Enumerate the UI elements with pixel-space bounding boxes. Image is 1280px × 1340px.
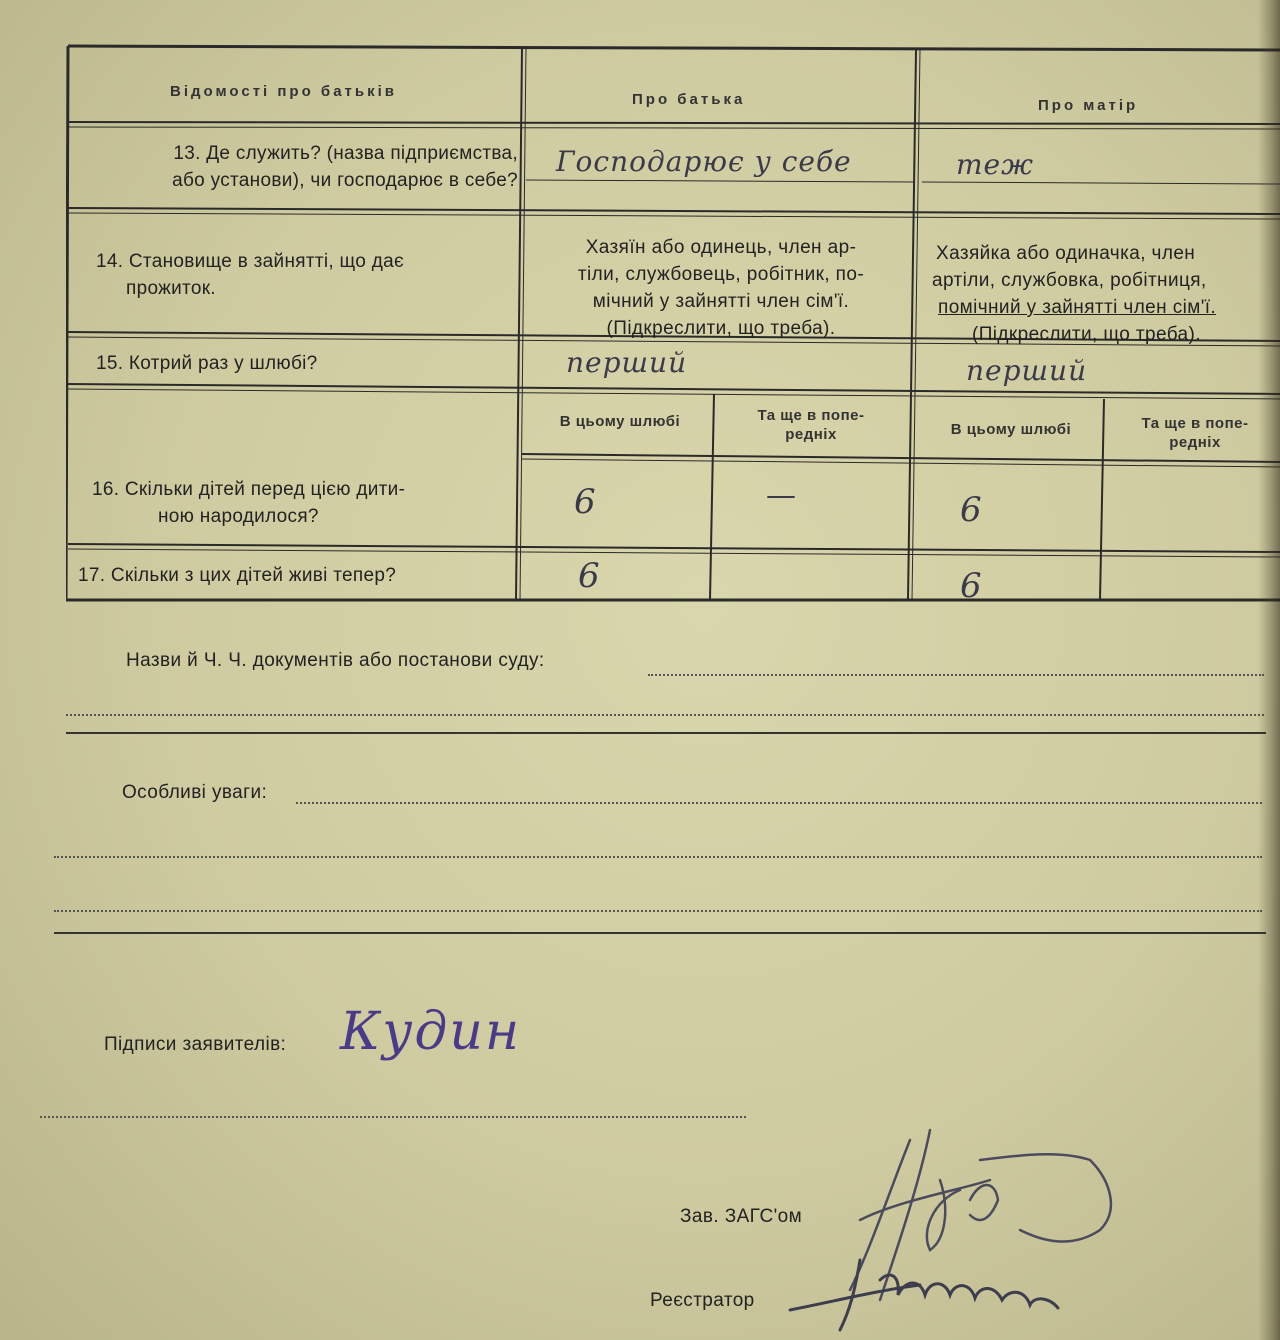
row-13-label-line-1: 13. Де служить? (назва підприємства,	[173, 143, 518, 164]
row-16-mother-this: 6	[960, 490, 983, 530]
registrar-label: Реєстратор	[650, 1290, 755, 1311]
header-mother: Про матір	[1038, 97, 1139, 114]
mother-option-line-3: помічний у зайнятті член сім'ї.	[938, 297, 1217, 318]
applicants-signature-label: Підписи заявителів:	[104, 1034, 287, 1055]
mother-option-line-4: (Підкреслити, що треба).	[972, 324, 1201, 345]
applicants-signature-line	[40, 1116, 746, 1118]
subheader-father-previous	[718, 406, 904, 444]
row-13-mother-answer: теж	[956, 148, 1034, 181]
documents-field-line-2	[66, 714, 1264, 716]
remarks-label: Особливі уваги:	[122, 782, 268, 803]
row-16-label-line-1: 16. Скільки дітей перед цією дити-	[92, 479, 406, 500]
row-14-label	[96, 248, 404, 302]
row-13-label	[88, 140, 518, 194]
row-16-label-line-2: ною народилося?	[158, 506, 319, 527]
row-17-father-this: 6	[578, 556, 601, 596]
header-father: Про батька	[632, 91, 746, 108]
row-16-label	[92, 476, 512, 530]
subheader-father-previous-line-1: Та ще в попе-	[757, 407, 865, 424]
subheader-father-previous-line-2: редніх	[785, 426, 837, 443]
father-option-line-2: тіли, службовець, робітник, по-	[577, 264, 865, 285]
mother-option-line-1: Хазяйка або одиначка, член	[936, 243, 1196, 264]
subheader-mother-this-marriage: В цьому шлюбі	[950, 421, 1072, 438]
documents-label: Назви й Ч. Ч. документів або постанови суду:	[126, 650, 545, 671]
mother-option-line-2: артіли, службовка, робітниця,	[932, 270, 1207, 291]
row-14-mother-options	[924, 240, 1280, 348]
father-option-line-3: мічний у зайнятті член сім'ї.	[592, 291, 850, 312]
father-option-line-1: Хазяїн або одинець, член ар-	[585, 237, 857, 258]
row-14-father-options	[528, 234, 914, 342]
page-edge-shadow	[1258, 0, 1280, 1340]
row-14-label-line-1: 14. Становище в зайнятті, що дає	[96, 251, 404, 272]
row-13-label-line-2: або установи), чи господарює в себе?	[172, 170, 518, 191]
row-14-label-line-2: прожиток.	[126, 278, 216, 299]
applicant-signature: Кудин	[340, 1002, 522, 1062]
row-15-father-answer: перший	[566, 346, 688, 379]
subheader-mother-previous-line-2: редніх	[1169, 434, 1221, 451]
subheader-mother-previous-line-1: Та ще в попе-	[1141, 415, 1249, 432]
documents-rule	[66, 732, 1266, 734]
head-of-registry-label: Зав. ЗАГС'ом	[680, 1206, 803, 1227]
remarks-field-line-1	[296, 802, 1262, 804]
remarks-field-line-3	[54, 910, 1262, 912]
row-17-label: 17. Скільки з цих дітей живі тепер?	[78, 565, 397, 586]
documents-field-line-1	[648, 674, 1264, 676]
row-15-label: 15. Котрий раз у шлюбі?	[96, 353, 318, 374]
row-13-father-answer: Господарює у себе	[556, 145, 852, 178]
row-15-mother-answer: перший	[966, 354, 1088, 387]
remarks-rule	[54, 932, 1266, 934]
parents-info-table	[66, 44, 1280, 606]
row-16-father-prev: —	[766, 478, 797, 513]
subheader-father-this-marriage: В цьому шлюбі	[559, 413, 681, 430]
father-option-line-4: (Підкреслити, що треба).	[606, 318, 836, 339]
subheader-mother-previous	[1110, 414, 1280, 452]
header-parents-info: Відомості про батьків	[170, 83, 397, 100]
row-16-father-this: 6	[574, 482, 597, 522]
row-17-mother-this: 6	[960, 566, 983, 606]
registrar-signature-scribble	[780, 1250, 1100, 1340]
remarks-field-line-2	[54, 856, 1262, 858]
